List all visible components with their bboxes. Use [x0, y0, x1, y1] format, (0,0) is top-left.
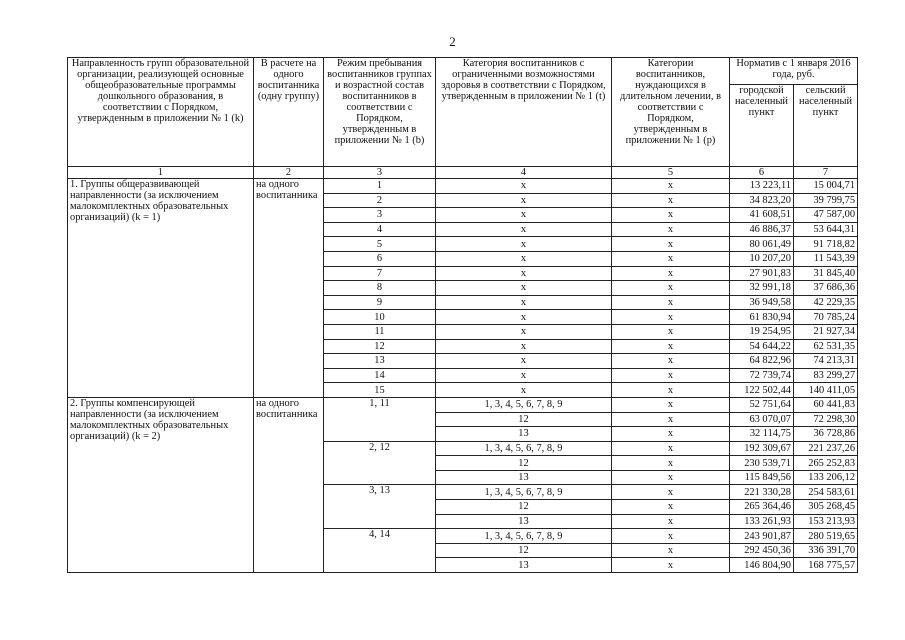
mode-cell: 2	[324, 193, 436, 208]
city-norm-cell: 72 739,74	[730, 368, 794, 383]
rural-norm-cell: 36 728,86	[794, 427, 858, 442]
treatment-category-cell: х	[612, 310, 730, 325]
city-norm-cell: 32 991,18	[730, 281, 794, 296]
rural-norm-cell: 305 268,45	[794, 500, 858, 515]
header-category-health: Категория воспитанников с ограниченными возможностями здоровья в соответствии с Порядком, утвержденным в приложении № 1 (t)	[436, 58, 612, 167]
city-norm-cell: 10 207,20	[730, 251, 794, 266]
health-category-cell: х	[436, 179, 612, 194]
norm-table	[67, 57, 858, 573]
mode-cell: 14	[324, 368, 436, 383]
rural-norm-cell: 39 799,75	[794, 193, 858, 208]
rural-norm-cell: 153 213,93	[794, 514, 858, 529]
header-city: городской населенный пункт	[730, 85, 794, 167]
health-category-cell: х	[436, 208, 612, 223]
health-category-cell: х	[436, 237, 612, 252]
rural-norm-cell: 47 587,00	[794, 208, 858, 223]
rural-norm-cell: 62 531,35	[794, 339, 858, 354]
health-category-cell: 13	[436, 514, 612, 529]
mode-cell: 2, 12	[324, 441, 436, 485]
mode-cell: 11	[324, 324, 436, 339]
city-norm-cell: 19 254,95	[730, 324, 794, 339]
mode-cell: 3	[324, 208, 436, 223]
mode-cell: 15	[324, 383, 436, 398]
treatment-category-cell: х	[612, 251, 730, 266]
treatment-category-cell: х	[612, 193, 730, 208]
mode-cell: 13	[324, 354, 436, 369]
header-category-treatment: Категории воспитанников, нуждающихся в длительном лечении, в соответствии с Порядком, утвержденным в приложении № 1 (p)	[612, 58, 730, 167]
health-category-cell: 12	[436, 543, 612, 558]
city-norm-cell: 61 830,94	[730, 310, 794, 325]
treatment-category-cell: х	[612, 354, 730, 369]
rural-norm-cell: 83 299,27	[794, 368, 858, 383]
health-category-cell: х	[436, 324, 612, 339]
mode-cell: 4	[324, 222, 436, 237]
city-norm-cell: 192 309,67	[730, 441, 794, 456]
health-category-cell: х	[436, 383, 612, 398]
treatment-category-cell: х	[612, 324, 730, 339]
treatment-category-cell: х	[612, 485, 730, 500]
column-number: 6	[730, 167, 794, 179]
health-category-cell: х	[436, 222, 612, 237]
health-category-cell: 13	[436, 470, 612, 485]
treatment-category-cell: х	[612, 456, 730, 471]
city-norm-cell: 52 751,64	[730, 397, 794, 412]
treatment-category-cell: х	[612, 339, 730, 354]
city-norm-cell: 36 949,58	[730, 295, 794, 310]
city-norm-cell: 80 061,49	[730, 237, 794, 252]
city-norm-cell: 27 901,83	[730, 266, 794, 281]
rural-norm-cell: 91 718,82	[794, 237, 858, 252]
treatment-category-cell: х	[612, 281, 730, 296]
health-category-cell: 12	[436, 500, 612, 515]
rural-norm-cell: 15 004,71	[794, 179, 858, 194]
city-norm-cell: 41 608,51	[730, 208, 794, 223]
column-number: 5	[612, 167, 730, 179]
treatment-category-cell: х	[612, 543, 730, 558]
rural-norm-cell: 254 583,61	[794, 485, 858, 500]
treatment-category-cell: х	[612, 441, 730, 456]
header-direction: Направленность групп образовательной организации, реализующей основные общеобразовательные программы дошкольного образования, в соответствии с Порядком, утвержденным в приложении № 1 (k)	[68, 58, 254, 167]
header-mode: Режим пребывания воспитанников группах и возрастной состав воспитанников в соответствии с Порядком, утвержденным в приложении № 1 (b)	[324, 58, 436, 167]
column-number: 3	[324, 167, 436, 179]
city-norm-cell: 115 849,56	[730, 470, 794, 485]
health-category-cell: 12	[436, 456, 612, 471]
treatment-category-cell: х	[612, 427, 730, 442]
rural-norm-cell: 31 845,40	[794, 266, 858, 281]
rural-norm-cell: 221 237,26	[794, 441, 858, 456]
city-norm-cell: 54 644,22	[730, 339, 794, 354]
column-number: 7	[794, 167, 858, 179]
rural-norm-cell: 21 927,34	[794, 324, 858, 339]
treatment-category-cell: х	[612, 383, 730, 398]
column-number: 2	[254, 167, 324, 179]
health-category-cell: х	[436, 193, 612, 208]
rural-norm-cell: 37 686,36	[794, 281, 858, 296]
city-norm-cell: 122 502,44	[730, 383, 794, 398]
mode-cell: 4, 14	[324, 529, 436, 573]
rural-norm-cell: 280 519,65	[794, 529, 858, 544]
rural-norm-cell: 140 411,05	[794, 383, 858, 398]
group-name: 2. Группы компенсирующей направленности (за исключением малокомплектных образовательных организаций) (k = 2)	[68, 397, 254, 572]
treatment-category-cell: х	[612, 222, 730, 237]
treatment-category-cell: х	[612, 237, 730, 252]
treatment-category-cell: х	[612, 397, 730, 412]
mode-cell: 5	[324, 237, 436, 252]
city-norm-cell: 63 070,07	[730, 412, 794, 427]
header-per-unit: В расчете на одного воспитанника (одну группу)	[254, 58, 324, 167]
treatment-category-cell: х	[612, 500, 730, 515]
city-norm-cell: 13 223,11	[730, 179, 794, 194]
treatment-category-cell: х	[612, 412, 730, 427]
table-header	[68, 58, 858, 179]
rural-norm-cell: 53 644,31	[794, 222, 858, 237]
treatment-category-cell: х	[612, 514, 730, 529]
table-row	[68, 179, 858, 194]
treatment-category-cell: х	[612, 179, 730, 194]
city-norm-cell: 32 114,75	[730, 427, 794, 442]
city-norm-cell: 265 364,46	[730, 500, 794, 515]
rural-norm-cell: 42 229,35	[794, 295, 858, 310]
health-category-cell: х	[436, 281, 612, 296]
health-category-cell: х	[436, 339, 612, 354]
health-category-cell: 1, 3, 4, 5, 6, 7, 8, 9	[436, 485, 612, 500]
health-category-cell: х	[436, 266, 612, 281]
city-norm-cell: 64 822,96	[730, 354, 794, 369]
header-norm: Норматив с 1 января 2016 года, руб.	[730, 58, 858, 85]
page-number: 2	[449, 34, 456, 49]
health-category-cell: 1, 3, 4, 5, 6, 7, 8, 9	[436, 441, 612, 456]
city-norm-cell: 146 804,90	[730, 558, 794, 573]
health-category-cell: х	[436, 251, 612, 266]
health-category-cell: х	[436, 354, 612, 369]
health-category-cell: 1, 3, 4, 5, 6, 7, 8, 9	[436, 529, 612, 544]
table-row	[68, 397, 858, 412]
city-norm-cell: 243 901,87	[730, 529, 794, 544]
group-name: 1. Группы общеразвивающей направленности (за исключением малокомплектных образовательных организаций) (k = 1)	[68, 179, 254, 398]
rural-norm-cell: 72 298,30	[794, 412, 858, 427]
treatment-category-cell: х	[612, 470, 730, 485]
column-number: 4	[436, 167, 612, 179]
treatment-category-cell: х	[612, 558, 730, 573]
table-body	[68, 179, 858, 573]
rural-norm-cell: 74 213,31	[794, 354, 858, 369]
health-category-cell: 12	[436, 412, 612, 427]
health-category-cell: 13	[436, 427, 612, 442]
mode-cell: 1	[324, 179, 436, 194]
city-norm-cell: 292 450,36	[730, 543, 794, 558]
rural-norm-cell: 168 775,57	[794, 558, 858, 573]
rural-norm-cell: 11 543,39	[794, 251, 858, 266]
mode-cell: 10	[324, 310, 436, 325]
health-category-cell: 13	[436, 558, 612, 573]
mode-cell: 1, 11	[324, 397, 436, 441]
city-norm-cell: 34 823,20	[730, 193, 794, 208]
city-norm-cell: 221 330,28	[730, 485, 794, 500]
treatment-category-cell: х	[612, 208, 730, 223]
mode-cell: 6	[324, 251, 436, 266]
per-unit: на одного воспитанника	[254, 397, 324, 572]
treatment-category-cell: х	[612, 368, 730, 383]
health-category-cell: х	[436, 295, 612, 310]
rural-norm-cell: 70 785,24	[794, 310, 858, 325]
per-unit: на одного воспитанника	[254, 179, 324, 398]
city-norm-cell: 230 539,71	[730, 456, 794, 471]
column-number: 1	[68, 167, 254, 179]
treatment-category-cell: х	[612, 295, 730, 310]
rural-norm-cell: 265 252,83	[794, 456, 858, 471]
mode-cell: 8	[324, 281, 436, 296]
health-category-cell: 1, 3, 4, 5, 6, 7, 8, 9	[436, 397, 612, 412]
column-numbers-row	[68, 167, 858, 179]
mode-cell: 7	[324, 266, 436, 281]
health-category-cell: х	[436, 368, 612, 383]
mode-cell: 3, 13	[324, 485, 436, 529]
rural-norm-cell: 133 206,12	[794, 470, 858, 485]
treatment-category-cell: х	[612, 266, 730, 281]
treatment-category-cell: х	[612, 529, 730, 544]
mode-cell: 12	[324, 339, 436, 354]
mode-cell: 9	[324, 295, 436, 310]
city-norm-cell: 46 886,37	[730, 222, 794, 237]
header-rural: сельский населенный пункт	[794, 85, 858, 167]
rural-norm-cell: 336 391,70	[794, 543, 858, 558]
city-norm-cell: 133 261,93	[730, 514, 794, 529]
health-category-cell: х	[436, 310, 612, 325]
rural-norm-cell: 60 441,83	[794, 397, 858, 412]
